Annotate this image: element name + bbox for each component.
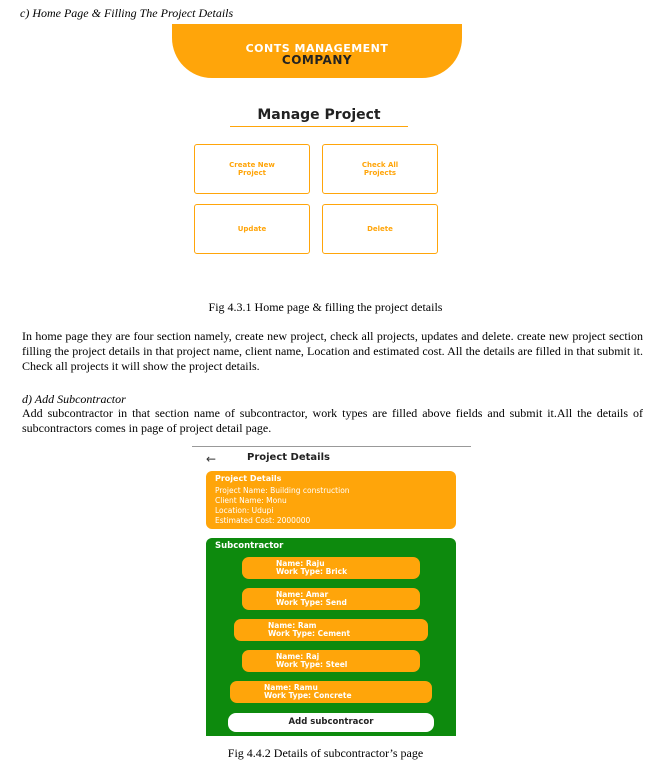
subcontractor-work-type: Work Type: Cement <box>268 629 351 638</box>
subcontractor-item <box>234 619 428 641</box>
subcontractor-work-type: Work Type: Concrete <box>264 691 352 700</box>
company-name-line2: COMPANY <box>281 53 353 67</box>
client-name-row: Client Name: Monu <box>215 496 287 505</box>
paragraph-home-page: In home page they are four section namely, create new project, check all projects, updates and delete. create new project section filling the project details in that project name, client name, Location and estimated cost. All the details are filled in that submit it. Check all projects it will show the project details. <box>22 329 643 373</box>
home-page-screenshot <box>172 24 462 270</box>
subcontractor-name: Name: Raj <box>276 652 320 661</box>
location-row: Location: Udupi <box>215 506 274 515</box>
subcontractor-work-type: Work Type: Send <box>276 598 347 607</box>
manage-project-title: Manage Project <box>230 107 408 127</box>
subcontractor-card <box>206 538 456 736</box>
project-details-card <box>206 471 456 529</box>
create-new-project-button[interactable]: Create New Project <box>194 144 310 194</box>
add-subcontractor-button[interactable]: Add subcontracor <box>228 713 434 732</box>
project-name-row: Project Name: Building construction <box>215 486 350 495</box>
subcontractor-name: Name: Ram <box>268 621 317 630</box>
figure-caption-2: Fig 4.4.2 Details of subcontractor’s page <box>227 746 424 760</box>
project-details-title: Project Details <box>247 452 330 463</box>
check-all-projects-button[interactable]: Check All Projects <box>322 144 438 194</box>
paragraph-add-subcontractor: Add subcontractor in that section name of subcontractor, work types are filled above fields and submit it.All the details of subcontractors comes in page of project detail page. <box>22 406 643 435</box>
subcontractor-name: Name: Amar <box>276 590 329 599</box>
subcontractor-heading: Subcontractor <box>215 541 284 551</box>
company-name-line1: CONTS MANAGEMENT <box>245 42 389 55</box>
subcontractor-work-type: Work Type: Brick <box>276 567 348 576</box>
subcontractor-name: Name: Raju <box>276 559 325 568</box>
divider <box>192 446 471 447</box>
delete-button[interactable]: Delete <box>322 204 438 254</box>
subcontractor-name: Name: Ramu <box>264 683 318 692</box>
section-d-heading: d) Add Subcontractor <box>22 392 126 406</box>
project-card-heading: Project Details <box>215 474 282 483</box>
company-banner <box>172 24 462 78</box>
update-button[interactable]: Update <box>194 204 310 254</box>
subcontractor-item <box>230 681 432 703</box>
figure-caption-1: Fig 4.3.1 Home page & filling the project details <box>208 300 443 314</box>
subcontractor-item <box>242 588 420 610</box>
project-details-screenshot <box>192 443 471 736</box>
subcontractor-work-type: Work Type: Steel <box>276 660 348 669</box>
subcontractor-item <box>242 650 420 672</box>
estimated-cost-row: Estimated Cost: 2000000 <box>215 516 311 525</box>
back-arrow-icon[interactable]: ← <box>206 452 217 466</box>
section-c-heading: c) Home Page & Filling The Project Details <box>20 6 234 20</box>
subcontractor-item <box>242 557 420 579</box>
